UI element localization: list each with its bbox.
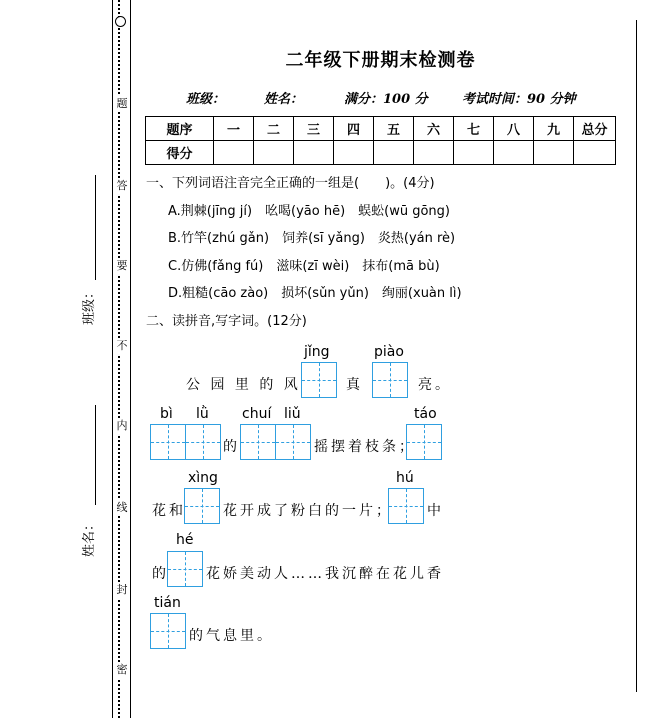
binding-char: 题: [114, 96, 130, 112]
pinyin-label: bì: [160, 406, 173, 422]
sentence-text: 真: [346, 377, 363, 393]
score-table-row: [146, 141, 616, 165]
pinyin-label: táo: [414, 406, 437, 422]
score-input-cell[interactable]: [374, 141, 414, 165]
sentence-text: 花和: [152, 503, 186, 519]
option-c[interactable]: C.仿佛(fǎng fú) 滋味(zī wèi) 抹布(mā bù): [168, 259, 440, 274]
binding-hole-icon: [115, 16, 126, 27]
question-2-heading: 二、读拼音,写字词。(12分): [146, 314, 307, 329]
name-field[interactable]: 姓名：: [264, 92, 304, 107]
sentence-text: 摇摆着枝条；: [314, 439, 416, 455]
table-cell: 九: [534, 117, 574, 141]
table-cell: 八: [494, 117, 534, 141]
table-cell: 七: [454, 117, 494, 141]
score-input-cell[interactable]: [254, 141, 294, 165]
pinyin-label: lǜ: [196, 406, 209, 422]
writing-box[interactable]: [167, 551, 203, 587]
class-write-line[interactable]: [95, 175, 96, 280]
sentence-text: 的: [152, 566, 169, 582]
pinyin-label: jǐng: [304, 344, 330, 360]
name-label: 姓名：: [82, 517, 98, 558]
writing-box[interactable]: [301, 362, 337, 398]
option-a[interactable]: A.荆棘(jīng jí) 吆喝(yāo hē) 蜈蚣(wū gōng): [168, 204, 450, 219]
writing-box[interactable]: [185, 424, 221, 460]
full-score: 满分：100 分: [344, 92, 428, 107]
name-write-line[interactable]: [95, 405, 96, 505]
score-input-cell[interactable]: [294, 141, 334, 165]
pinyin-label: hú: [396, 470, 414, 486]
writing-box[interactable]: [240, 424, 276, 460]
writing-box[interactable]: [275, 424, 311, 460]
sentence-text: 的气息里。: [189, 628, 274, 644]
question-1-heading: 一、下列词语注音完全正确的一组是( )。(4分): [146, 176, 435, 191]
sentence-text: 公 园 里 的 风: [186, 377, 301, 393]
sentence-text: 花娇美动人……我沉醉在花儿香: [206, 566, 444, 582]
table-cell: 一: [214, 117, 254, 141]
score-input-cell[interactable]: [454, 141, 494, 165]
option-d[interactable]: D.粗糙(cāo zào) 损坏(sǔn yǔn) 绚丽(xuàn lì): [168, 286, 462, 301]
sentence-text: 中: [427, 503, 444, 519]
page-title: 二年级下册期末检测卷: [285, 50, 476, 71]
binding-line-left: [112, 0, 113, 718]
binding-char: 答: [114, 178, 130, 194]
table-cell: 三: [294, 117, 334, 141]
sentence-text: 亮。: [418, 377, 452, 393]
class-field[interactable]: 班级：: [186, 92, 226, 107]
exam-time: 考试时间：90 分钟: [462, 92, 576, 107]
table-cell: 题序: [146, 117, 214, 141]
table-cell: 六: [414, 117, 454, 141]
sentence-text: 花开成了粉白的一片；: [223, 503, 393, 519]
pinyin-label: chuí: [242, 406, 272, 422]
binding-char: 不: [114, 338, 130, 354]
pinyin-label: tián: [154, 595, 181, 611]
score-table: [145, 116, 616, 165]
score-input-cell[interactable]: [534, 141, 574, 165]
score-input-cell[interactable]: [414, 141, 454, 165]
score-table-header: [146, 117, 616, 141]
table-cell: 五: [374, 117, 414, 141]
writing-box[interactable]: [388, 488, 424, 524]
right-margin-line: [636, 20, 637, 692]
pinyin-label: xìng: [188, 470, 218, 486]
score-input-cell[interactable]: [334, 141, 374, 165]
pinyin-label: liǔ: [284, 406, 301, 422]
binding-char: 线: [114, 500, 130, 516]
pinyin-label: piào: [374, 344, 404, 360]
score-input-cell[interactable]: [494, 141, 534, 165]
binding-line-right: [130, 0, 131, 718]
pinyin-label: hé: [176, 532, 194, 548]
table-cell: 得分: [146, 141, 214, 165]
table-cell: 总分: [574, 117, 616, 141]
binding-char: 内: [114, 418, 130, 434]
writing-box[interactable]: [150, 613, 186, 649]
binding-char: 封: [114, 582, 130, 598]
table-cell: 四: [334, 117, 374, 141]
score-input-cell[interactable]: [214, 141, 254, 165]
table-cell: 二: [254, 117, 294, 141]
writing-box[interactable]: [372, 362, 408, 398]
binding-char: 要: [114, 258, 130, 274]
writing-box[interactable]: [184, 488, 220, 524]
writing-box[interactable]: [406, 424, 442, 460]
writing-box[interactable]: [150, 424, 186, 460]
score-input-cell[interactable]: [574, 141, 616, 165]
binding-char: 密: [114, 662, 130, 678]
class-label: 班级：: [82, 285, 98, 326]
option-b[interactable]: B.竹竿(zhú gǎn) 饲养(sī yǎng) 炎热(yán rè): [168, 231, 456, 246]
sentence-text: 的: [223, 439, 240, 455]
